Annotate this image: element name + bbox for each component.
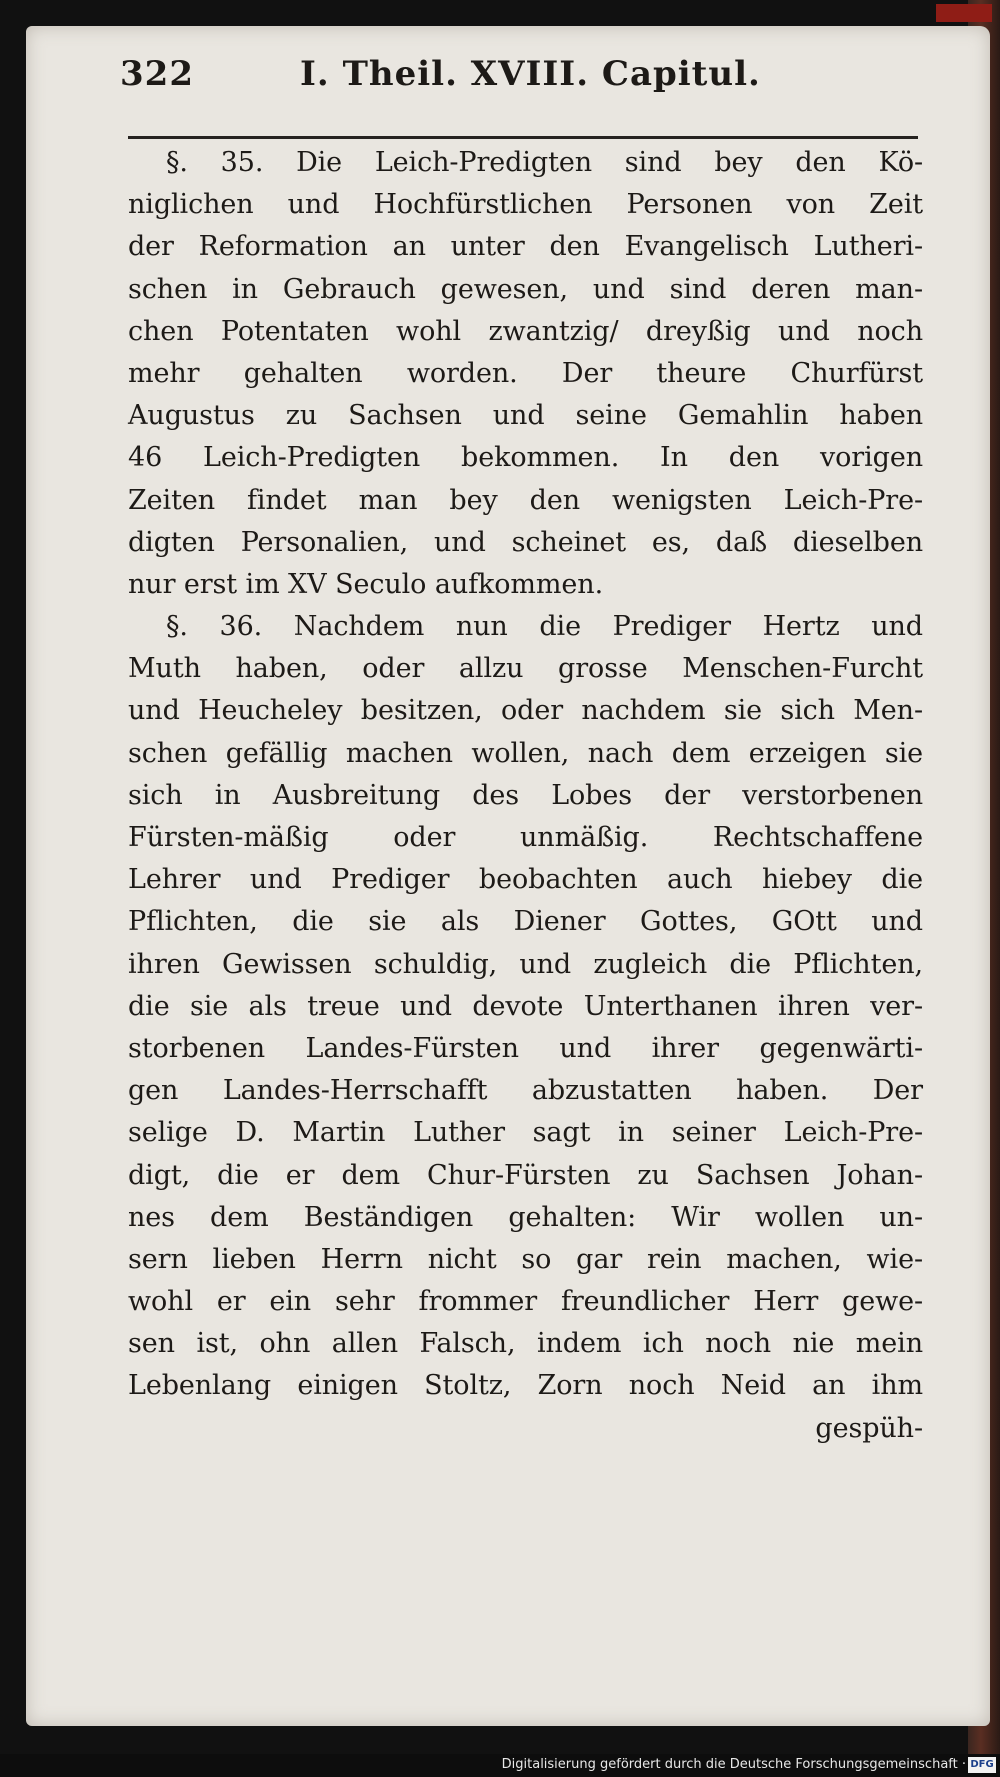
text-line: Lebenlang einigen Stoltz, Zorn noch Neid an ihm [128, 1370, 923, 1402]
page-number: 322 [120, 54, 194, 94]
text-line: der Reformation an unter den Evangelisch Lutheri- [128, 231, 923, 263]
text-line: die sie als treue und devote Unterthanen ihren ver- [128, 990, 923, 1022]
text-line: Pflichten, die sie als Diener Gottes, GOtt und [128, 906, 923, 938]
dfg-logo: DFG [968, 1757, 996, 1773]
text-line: 46 Leich-Predigten bekommen. In den vorigen [128, 442, 923, 474]
catchword: gespüh- [815, 1412, 923, 1444]
footer-bar [0, 1754, 1000, 1777]
text-line: sen ist, ohn allen Falsch, indem ich noch nie mein [128, 1328, 923, 1360]
text-line: Augustus zu Sachsen und seine Gemahlin haben [128, 400, 923, 432]
text-line: wohl er ein sehr frommer freundlicher Herr gewe- [128, 1286, 923, 1318]
text-line: sich in Ausbreitung des Lobes der verstorbenen [128, 779, 923, 811]
text-line: niglichen und Hochfürstlichen Personen von Zeit [128, 189, 923, 221]
funding-credit: Digitalisierung gefördert durch die Deutsche Forschungsgemeinschaft · [501, 1757, 966, 1772]
page-header [100, 54, 920, 114]
text-line: Muth haben, oder allzu grosse Menschen-Furcht [128, 653, 923, 685]
text-line: nur erst im XV Seculo aufkommen. [128, 568, 604, 600]
text-line: mehr gehalten worden. Der theure Churfürst [128, 357, 923, 389]
text-line: storbenen Landes-Fürsten und ihrer gegenwärti- [128, 1032, 923, 1064]
text-line: ihren Gewissen schuldig, und zugleich die Pflichten, [128, 948, 923, 980]
text-line: selige D. Martin Luther sagt in seiner Leich-Pre- [128, 1117, 923, 1149]
text-line: Lehrer und Prediger beobachten auch hiebey die [128, 864, 923, 896]
text-line: schen in Gebrauch gewesen, und sind deren man- [128, 273, 923, 305]
text-line: digten Personalien, und scheinet es, daß dieselben [128, 526, 923, 558]
text-line: sern lieben Herrn nicht so gar rein machen, wie- [128, 1243, 923, 1275]
text-line: §. 35. Die Leich-Predigten sind bey den Kö- [166, 147, 923, 178]
text-line: chen Potentaten wohl zwantzig/ dreyßig und noch [128, 315, 923, 347]
header-rule [128, 136, 918, 139]
text-line: gen Landes-Herrschafft abzustatten haben. Der [128, 1075, 923, 1107]
text-line: digt, die er dem Chur-Fürsten zu Sachsen Johan- [128, 1159, 923, 1191]
body-text [128, 142, 923, 1450]
text-line: schen gefällig machen wollen, nach dem erzeigen sie [128, 737, 923, 769]
text-line: §. 36. Nachdem nun die Prediger Hertz und [166, 611, 923, 643]
red-marker [936, 4, 992, 22]
text-line: nes dem Beständigen gehalten: Wir wollen un- [128, 1201, 923, 1233]
text-line: und Heucheley besitzen, oder nachdem sie sich Men- [128, 695, 923, 727]
running-title: I. Theil. XVIII. Capitul. [300, 54, 761, 94]
text-line: Fürsten-mäßig oder unmäßig. Rechtschaffene [128, 822, 923, 853]
text-line: Zeiten findet man bey den wenigsten Leich-Pre- [128, 484, 923, 516]
